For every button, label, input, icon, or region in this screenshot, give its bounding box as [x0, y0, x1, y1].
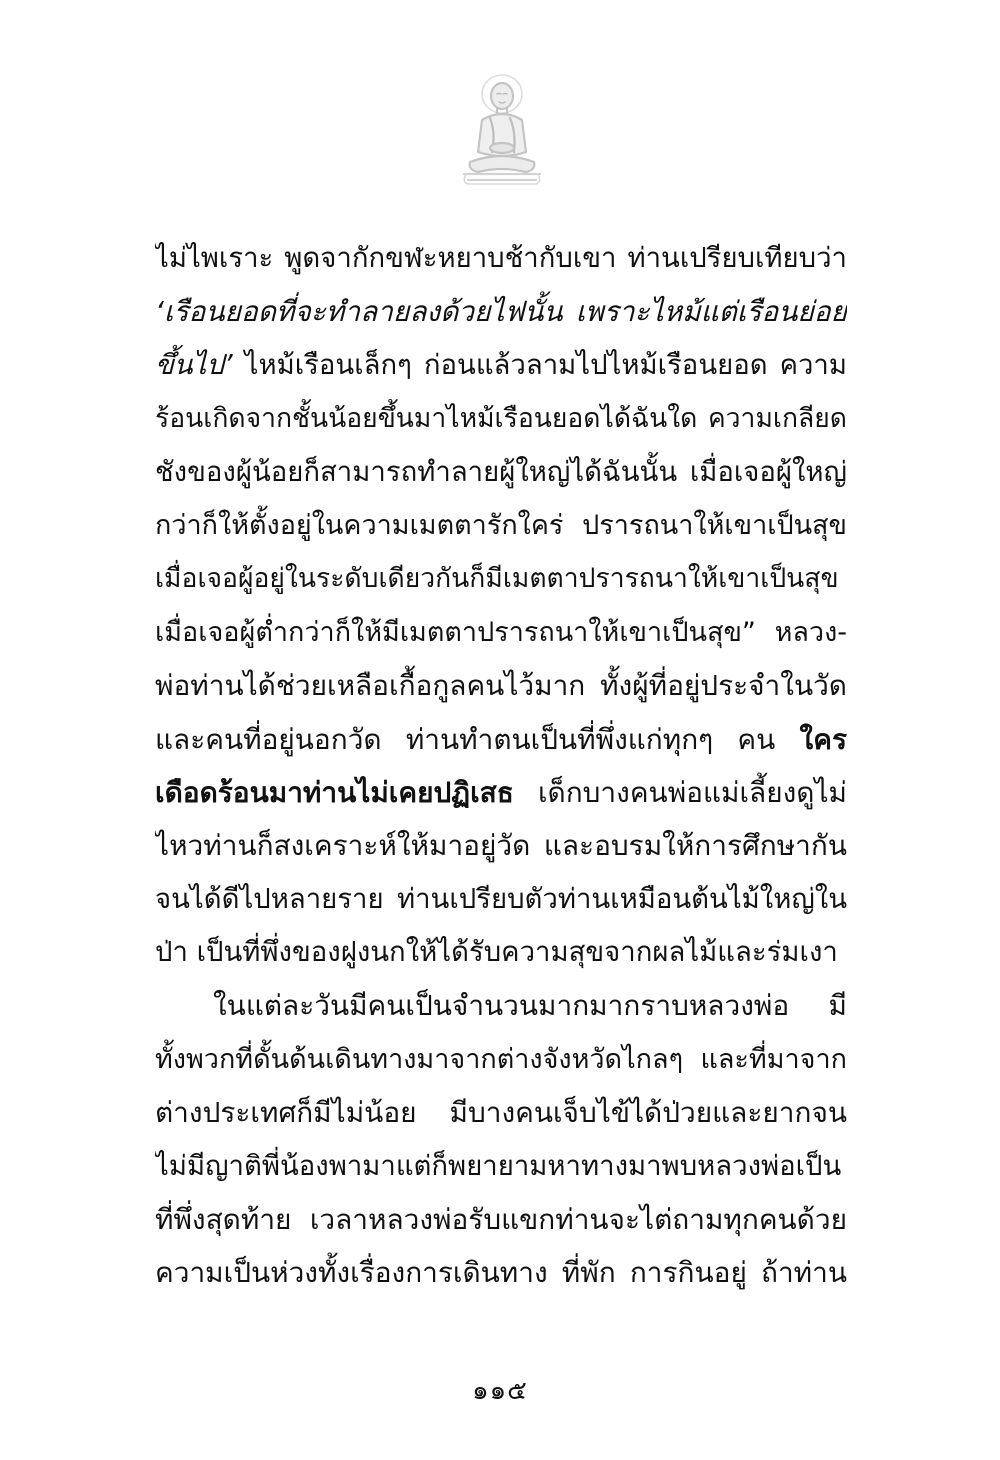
text-line: [155, 446, 847, 499]
text-segment: ร้อนเกิดจากชั้นน้อยขึ้นมาไหม้เรือนยอดได้ฉันใด ความเกลียด: [155, 403, 847, 435]
text-line: [155, 873, 847, 926]
text-segment: พ่อท่านได้ช่วยเหลือเกื้อกูลคนไว้มาก ทั้งผู้ที่อยู่ประจำในวัด: [155, 669, 847, 703]
text-segment: ทั้งพวกที่ดั้นด้นเดินทางมาจากต่างจังหวัดไกลๆ และที่มาจาก: [155, 1043, 847, 1075]
text-line: [155, 713, 847, 766]
text-segment: เมื่อเจอผู้อยู่ในระดับเดียวกันก็มีเมตตาปรารถนาให้เขาเป็นสุข: [155, 563, 839, 595]
text-line: [155, 1246, 847, 1299]
text-segment: ชังของผู้น้อยก็สามารถทำลายผู้ใหญ่ได้ฉันนั้น เมื่อเจอผู้ใหญ่: [155, 455, 847, 488]
text-segment: ที่พึ่งสุดท้าย เวลาหลวงพ่อรับแขกท่านจะไต่ถามทุกคนด้วย: [155, 1203, 847, 1237]
text-line: [155, 552, 847, 605]
text-line: [155, 819, 847, 872]
text-segment: เด็กบางคนพ่อแม่เลี้ยงดูไม่: [513, 775, 847, 809]
text-line: [155, 1140, 847, 1193]
text-line: [155, 979, 847, 1032]
text-line: [155, 339, 847, 392]
text-line: [155, 285, 847, 338]
text-line: [155, 499, 847, 552]
bold-text-segment: เดือดร้อนมาท่านไม่เคยปฏิเสธ: [155, 775, 514, 809]
seated-monk-emblem-icon: [452, 70, 552, 188]
text-segment: และคนที่อยู่นอกวัด ท่านทำตนเป็นที่พึ่งแก่ทุกๆ คน: [155, 722, 800, 756]
body-text: [155, 232, 847, 1300]
text-line: [155, 659, 847, 712]
text-line: [155, 1033, 847, 1086]
text-line: [155, 1193, 847, 1246]
italic-text-segment: ‘เรือนยอดที่จะทำลายลงด้วยไฟนั้น เพราะไหม้แต่เรือนย่อย: [155, 295, 847, 329]
text-segment: กว่าก็ให้ตั้งอยู่ในความเมตตารักใคร่ ปรารถนาให้เขาเป็นสุข: [155, 509, 847, 541]
text-line: [155, 392, 847, 445]
text-segment: ไหม้เรือนเล็กๆ ก่อนแล้วลามไปไหม้เรือนยอด ความ: [232, 348, 847, 381]
text-line: [155, 232, 847, 285]
text-line: [155, 1086, 847, 1139]
text-segment: ไม่ไพเราะ พูดจากักขฬะหยาบช้ากับเขา ท่านเปรียบเทียบว่า: [155, 242, 847, 274]
text-line: [155, 606, 847, 659]
page-number: ๑๑๕: [472, 1376, 528, 1406]
text-segment: จนได้ดีไปหลายราย ท่านเปรียบตัวท่านเหมือนต้นไม้ใหญ่ใน: [155, 882, 847, 915]
text-segment: ความเป็นห่วงทั้งเรื่องการเดินทาง ที่พัก การกินอยู่ ถ้าท่าน: [155, 1256, 847, 1290]
italic-text-segment: ขึ้นไป’: [155, 348, 233, 381]
text-segment: ป่า เป็นที่พึ่งของฝูงนกให้ได้รับความสุขจากผลไม้และร่มเงา: [155, 936, 838, 969]
text-segment: ในแต่ละวันมีคนเป็นจำนวนมากมากราบหลวงพ่อ มี: [213, 989, 847, 1023]
text-line: [155, 926, 847, 979]
bold-text-segment: ใคร: [799, 722, 847, 756]
text-line: [155, 766, 847, 819]
text-segment: ต่างประเทศก็มีไม่น้อย มีบางคนเจ็บไข้ได้ป่วยและยากจน: [155, 1096, 847, 1130]
text-segment: ไหวท่านก็สงเคราะห์ให้มาอยู่วัด และอบรมให้การศึกษากัน: [155, 829, 847, 863]
text-segment: เมื่อเจอผู้ต่ำกว่าก็ให้มีเมตตาปรารถนาให้เขาเป็นสุข” หลวง-: [155, 616, 847, 648]
text-segment: ไม่มีญาติพี่น้องพามาแต่ก็พยายามหาทางมาพบหลวงพ่อเป็น: [155, 1149, 842, 1182]
